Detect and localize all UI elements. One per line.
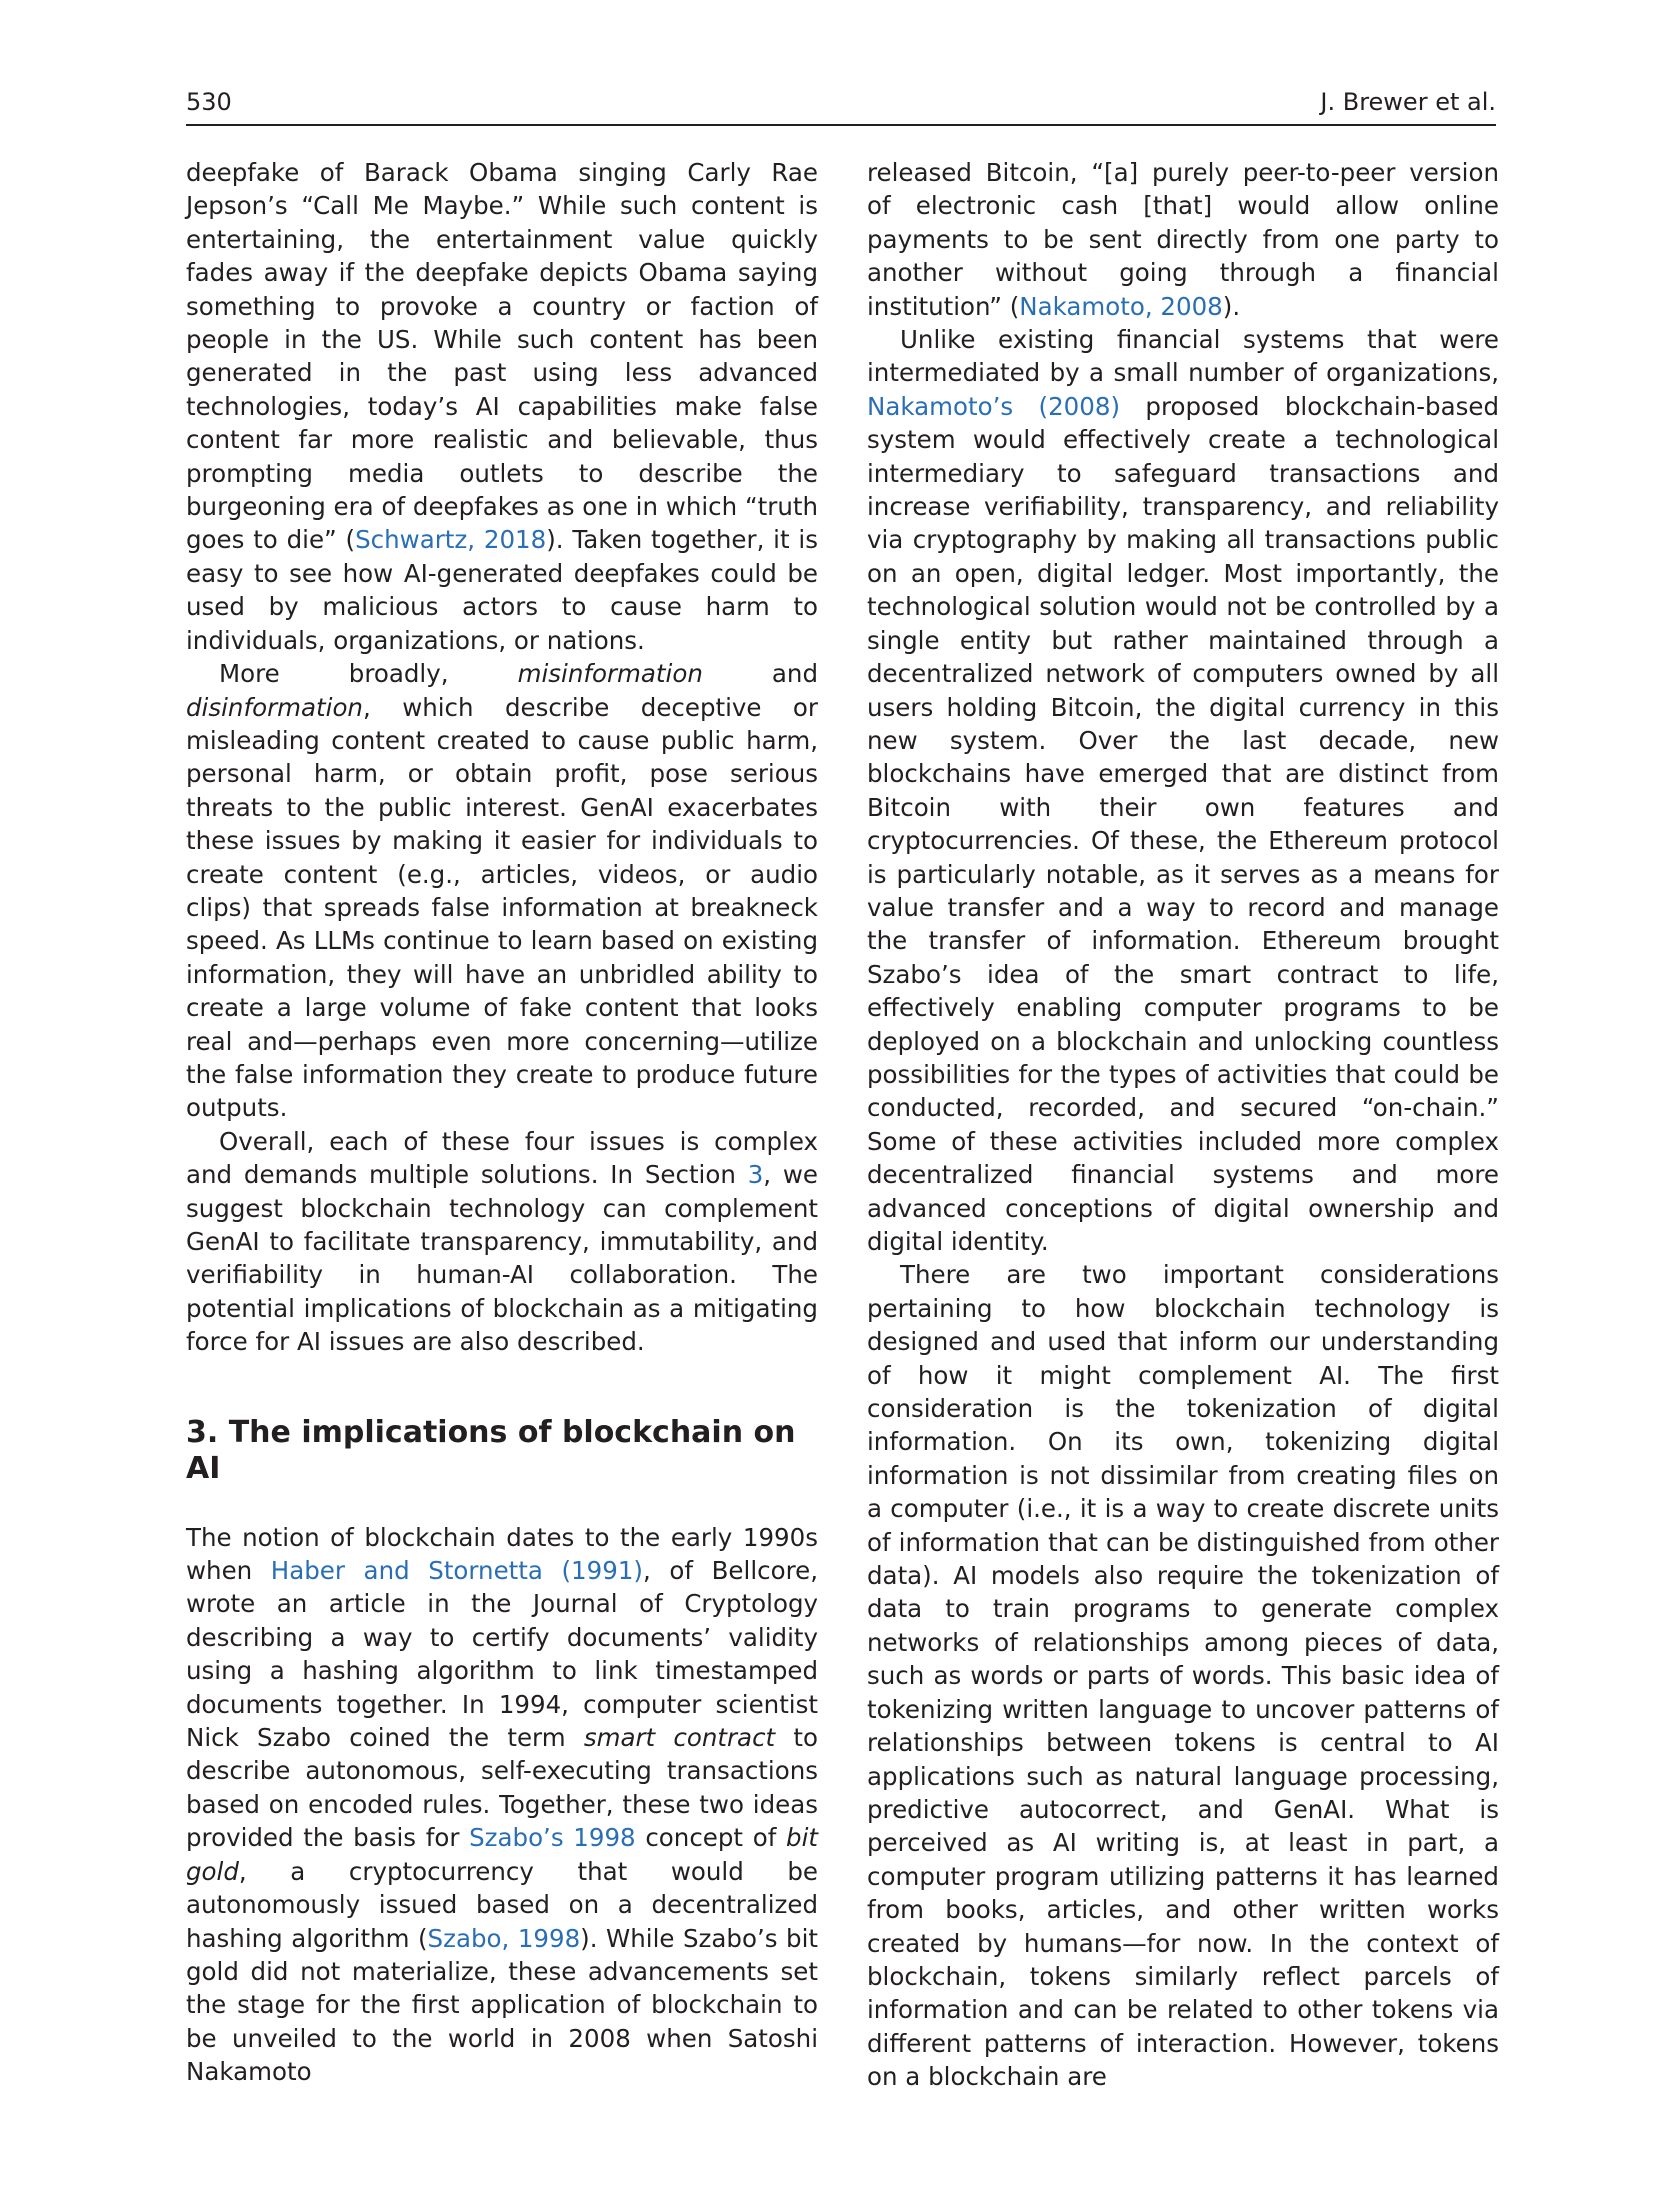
running-authors: J. Brewer et al. [1320, 88, 1496, 116]
term-misinformation: misinformation [517, 659, 703, 689]
section-heading: 3. The implications of blockchain on AI [186, 1414, 796, 1486]
citation-link-haber-stornetta-1991[interactable]: Haber and Stornetta (1991) [270, 1556, 643, 1586]
right-column [867, 156, 1499, 2094]
citation-link-schwartz-2018[interactable]: Schwartz, 2018 [355, 525, 547, 555]
term-smart-contract: smart contract [583, 1723, 776, 1753]
citation-link-nakamoto-2008-b[interactable]: Nakamoto’s (2008) [867, 391, 1121, 421]
term-disinformation: disinformation [186, 692, 363, 722]
paragraph-overall: Overall, each of these four issues is complex and demands multiple solutions. In Section 3, we suggest blockchain technology can complement GenAI to facilitate transparency, immutability, and verifiability in human-AI collaboration. The potential implications of blockchain as a mitigating force for AI issues are also described. [186, 1126, 818, 1357]
paragraph-deepfake: deepfake of Barack Obama singing Carly Rae Jepson’s “Call Me Maybe.” While such content is entertaining, the entertainment value quickly fades away if the deepfake depicts Obama saying something to provoke a country or faction of people in the US. While such content has been generated in the past using less advanced technologies, today’s AI capabilities make false content far more realistic and believable, thus prompting media outlets to describe the burgeoning era of deepfakes as one in which “truth goes to die” (Schwartz, 2018). Taken together, it is easy to see how AI-generated deepfakes could be used by malicious actors to cause harm to individuals, organizations, or nations. [186, 158, 818, 655]
paragraph-bitcoin-release: released Bitcoin, “[a] purely peer-to-peer version of electronic cash [that] would allow online payments to be sent directly from one party to another without going through a financial institution” (Nakamoto, 2008). [867, 158, 1499, 321]
citation-link-szabo-1998-a[interactable]: Szabo’s 1998 [469, 1823, 636, 1853]
paragraph-misinformation: More broadly, misinformation and disinformation, which describe deceptive or misleading content created to cause public harm, personal harm, or obtain profit, pose serious threats to the public interest. GenAI exacerbates these issues by making it easier for individuals to create content (e.g., articles, videos, or audio clips) that spreads false information at breakneck speed. As LLMs continue to learn based on existing information, they will have an unbridled ability to create a large volume of fake content that looks real and—perhaps even more concerning—utilize the false information they create to produce future outputs. [186, 659, 819, 1123]
left-column [186, 156, 818, 2089]
paragraph-financial-systems: Unlike existing financial systems that were intermediated by a small number of organizations, Nakamoto’s (2008) proposed blockchain-based system would effectively create a technological intermediary to safeguard transactions and increase verifiability, transparency, and reliability via cryptography by making all transactions public on an open, digital ledger. Most importantly, the technological solution would not be controlled by a single entity but rather maintained through a decentralized network of computers owned by all users holding Bitcoin, the digital currency in this new system. Over the last decade, new blockchains have emerged that are distinct from Bitcoin with their own features and cryptocurrencies. Of these, the Ethereum protocol is particularly notable, as it serves as a means for value transfer and a way to record and manage the transfer of information. Ethereum brought Szabo’s idea of the smart contract to life, effectively enabling computer programs to be deployed on a blockchain and unlocking countless possibilities for the types of activities that could be conducted, recorded, and secured “on-chain.” Some of these activities included more complex decentralized financial systems and more advanced conceptions of digital ownership and digital identity. [867, 325, 1500, 1256]
citation-link-nakamoto-2008-a[interactable]: Nakamoto, 2008 [1019, 291, 1223, 321]
paragraph-blockchain-history: The notion of blockchain dates to the early 1990s when Haber and Stornetta (1991), of Bellcore, wrote an article in the Journal of Cryptology describing a way to certify documents’ validity using a hashing algorithm to link timestamped documents together. In 1994, computer scientist Nick Szabo coined the term smart contract to describe autonomous, self-executing transactions based on encoded rules. Together, these two ideas provided the basis for Szabo’s 1998 concept of bit gold, a cryptocurrency that would be autonomously issued based on a decentralized hashing algorithm (Szabo, 1998). While Szabo’s bit gold did not materialize, these advancements set the stage for the first application of blockchain to be unveiled to the world in 2008 when Satoshi Nakamoto [186, 1522, 818, 2087]
section-link-3[interactable]: 3 [747, 1160, 764, 1190]
page-number: 530 [186, 88, 232, 116]
citation-link-szabo-1998-b[interactable]: Szabo, 1998 [427, 1923, 581, 1953]
paragraph-tokenization: There are two important considerations pertaining to how blockchain technology is designed and used that inform our understanding of how it might complement AI. The first consideration is the tokenization of digital information. On its own, tokenizing digital information is not dissimilar from creating files on a computer (i.e., it is a way to create discrete units of information that can be distinguished from other data). AI models also require the tokenization of data to train programs to generate complex networks of relationships among pieces of data, such as words or parts of words. This basic idea of tokenizing written language to uncover patterns of relationships between tokens is central to AI applications such as natural language processing, predictive autocorrect, and GenAI. What is perceived as AI writing is, at least in part, a computer program utilizing patterns it has learned from books, articles, and other written works created by humans—for now. In the context of blockchain, tokens similarly reflect parcels of information and can be related to other tokens via different patterns of interaction. However, tokens on a blockchain are [867, 1260, 1499, 2092]
running-header [186, 88, 1496, 126]
term-bit-gold: bit gold [186, 1823, 818, 1886]
